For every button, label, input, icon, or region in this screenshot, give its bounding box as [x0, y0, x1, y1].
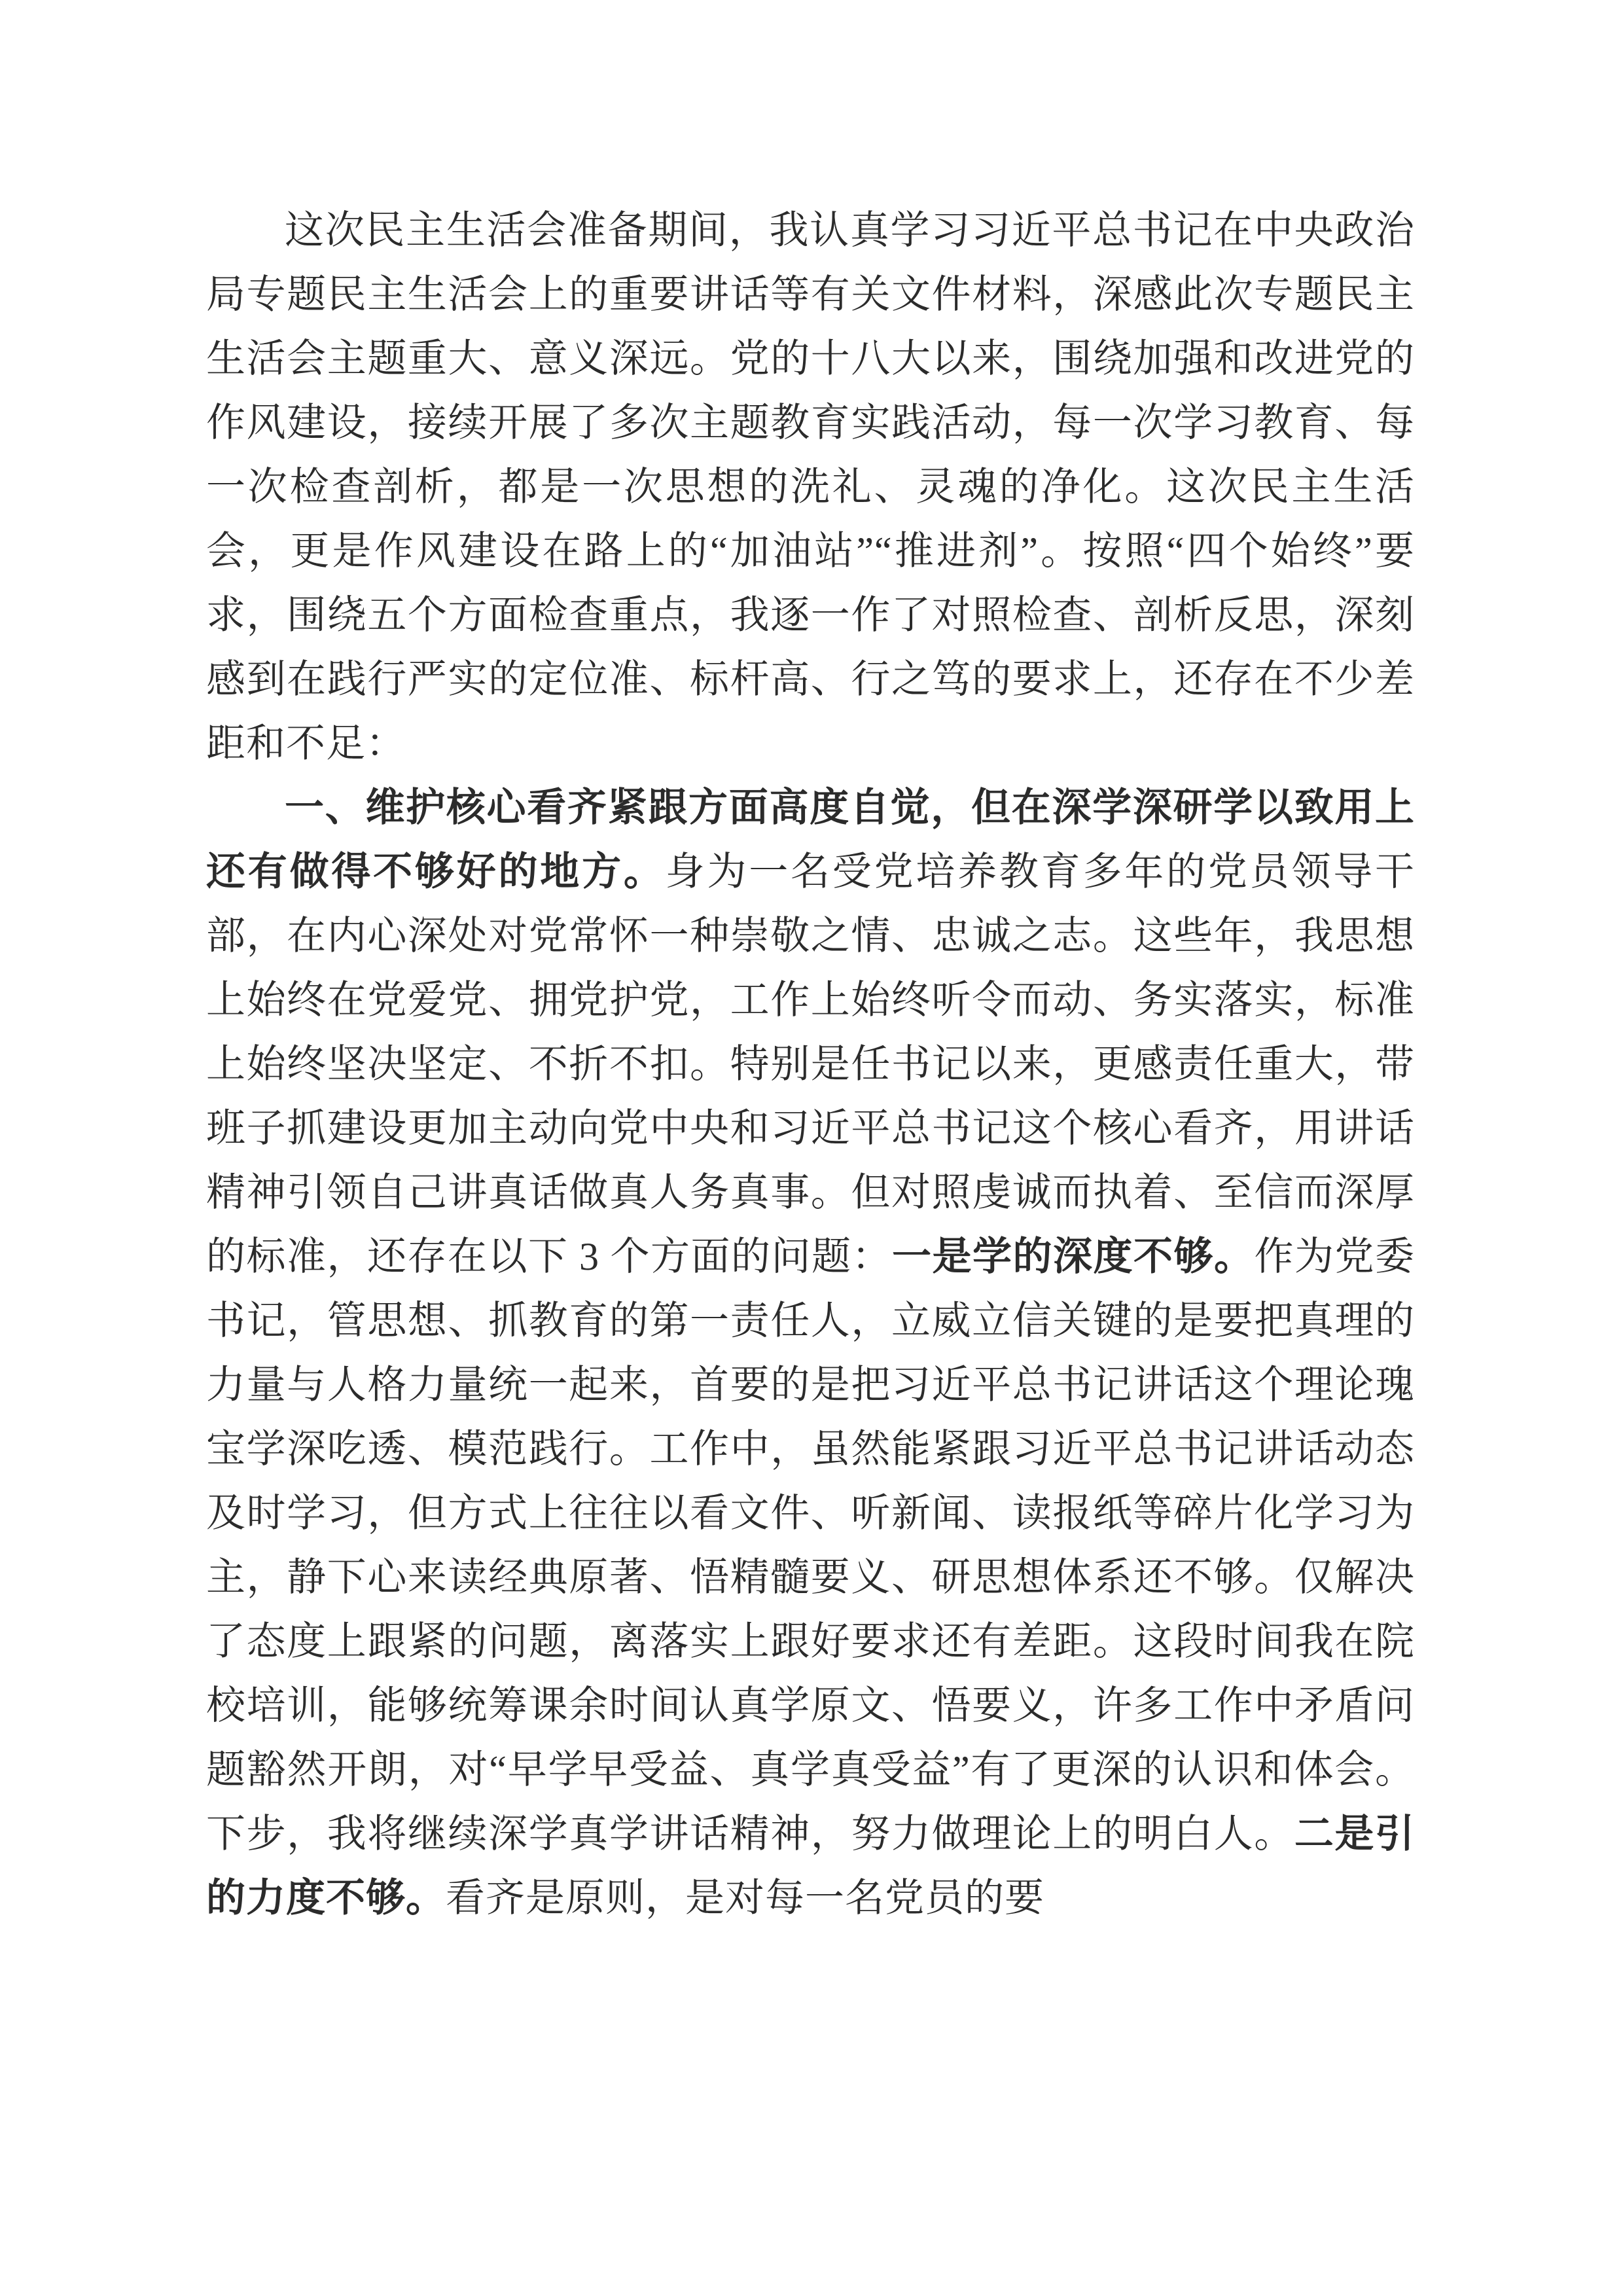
- bold-text-run: 一是学的深度不够。: [892, 1235, 1255, 1278]
- text-run: 作为党委书记，管思想、抓教育的第一责任人，立威立信关键的是要把真理的力量与人格力量统一起来，首要的是把习近平总书记讲话这个理论瑰宝学深吃透、模范践行。工作中，虽然能紧跟习近平总书记讲话动态及时学习，但方式上往往以看文件、听新闻、读报纸等碎片化学习为主，静下心来读经典原著、悟精髓要义、研思想体系还不够。仅解决了态度上跟紧的问题，离落实上跟好要求还有差距。这段时间我在院校培训，能够统筹课余时间认真学原文、悟要义，许多工作中矛盾问题豁然开朗，对“早学早受益、真学真受益”有了更深的认识和体会。下步，我将继续深学真学讲话精神，努力做理论上的明白人。: [206, 1235, 1415, 1856]
- paragraph: [206, 776, 1415, 1930]
- document-body: [206, 198, 1415, 1930]
- paragraph: [206, 198, 1415, 776]
- text-run: 这次民主生活会准备期间，我认真学习习近平总书记在中央政治局专题民主生活会上的重要讲话等有关文件材料，深感此次专题民主生活会主题重大、意义深远。党的十八大以来，围绕加强和改进党的作风建设，接续开展了多次主题教育实践活动，每一次学习教育、每一次检查剖析，都是一次思想的洗礼、灵魂的净化。这次民主生活会，更是作风建设在路上的“加油站”“推进剂”。按照“四个始终”要求，围绕五个方面检查重点，我逐一作了对照检查、剖析反思，深刻感到在践行严实的定位准、标杆高、行之笃的要求上，还存在不少差距和不足：: [206, 209, 1415, 765]
- bold-text-run: 二是引的力度不够。: [206, 1812, 1416, 1920]
- text-run: 身为一名受党培养教育多年的党员领导干部，在内心深处对党常怀一种崇敬之情、忠诚之志。这些年，我思想上始终在党爱党、拥党护党，工作上始终听令而动、务实落实，标准上始终坚决坚定、不折不扣。特别是任书记以来，更感责任重大，带班子抓建设更加主动向党中央和习近平总书记这个核心看齐，用讲话精神引领自己讲真话做真人务真事。但对照虔诚而执着、至信而深厚的标准，还存在以下 3 个方面的问题：: [206, 850, 1416, 1278]
- bold-text-run: 一、维护核心看齐紧跟方面高度自觉，但在深学深研学以致用上还有做得不够好的地方。: [206, 786, 1415, 893]
- text-run: 看齐是原则，是对每一名党员的要: [446, 1876, 1044, 1920]
